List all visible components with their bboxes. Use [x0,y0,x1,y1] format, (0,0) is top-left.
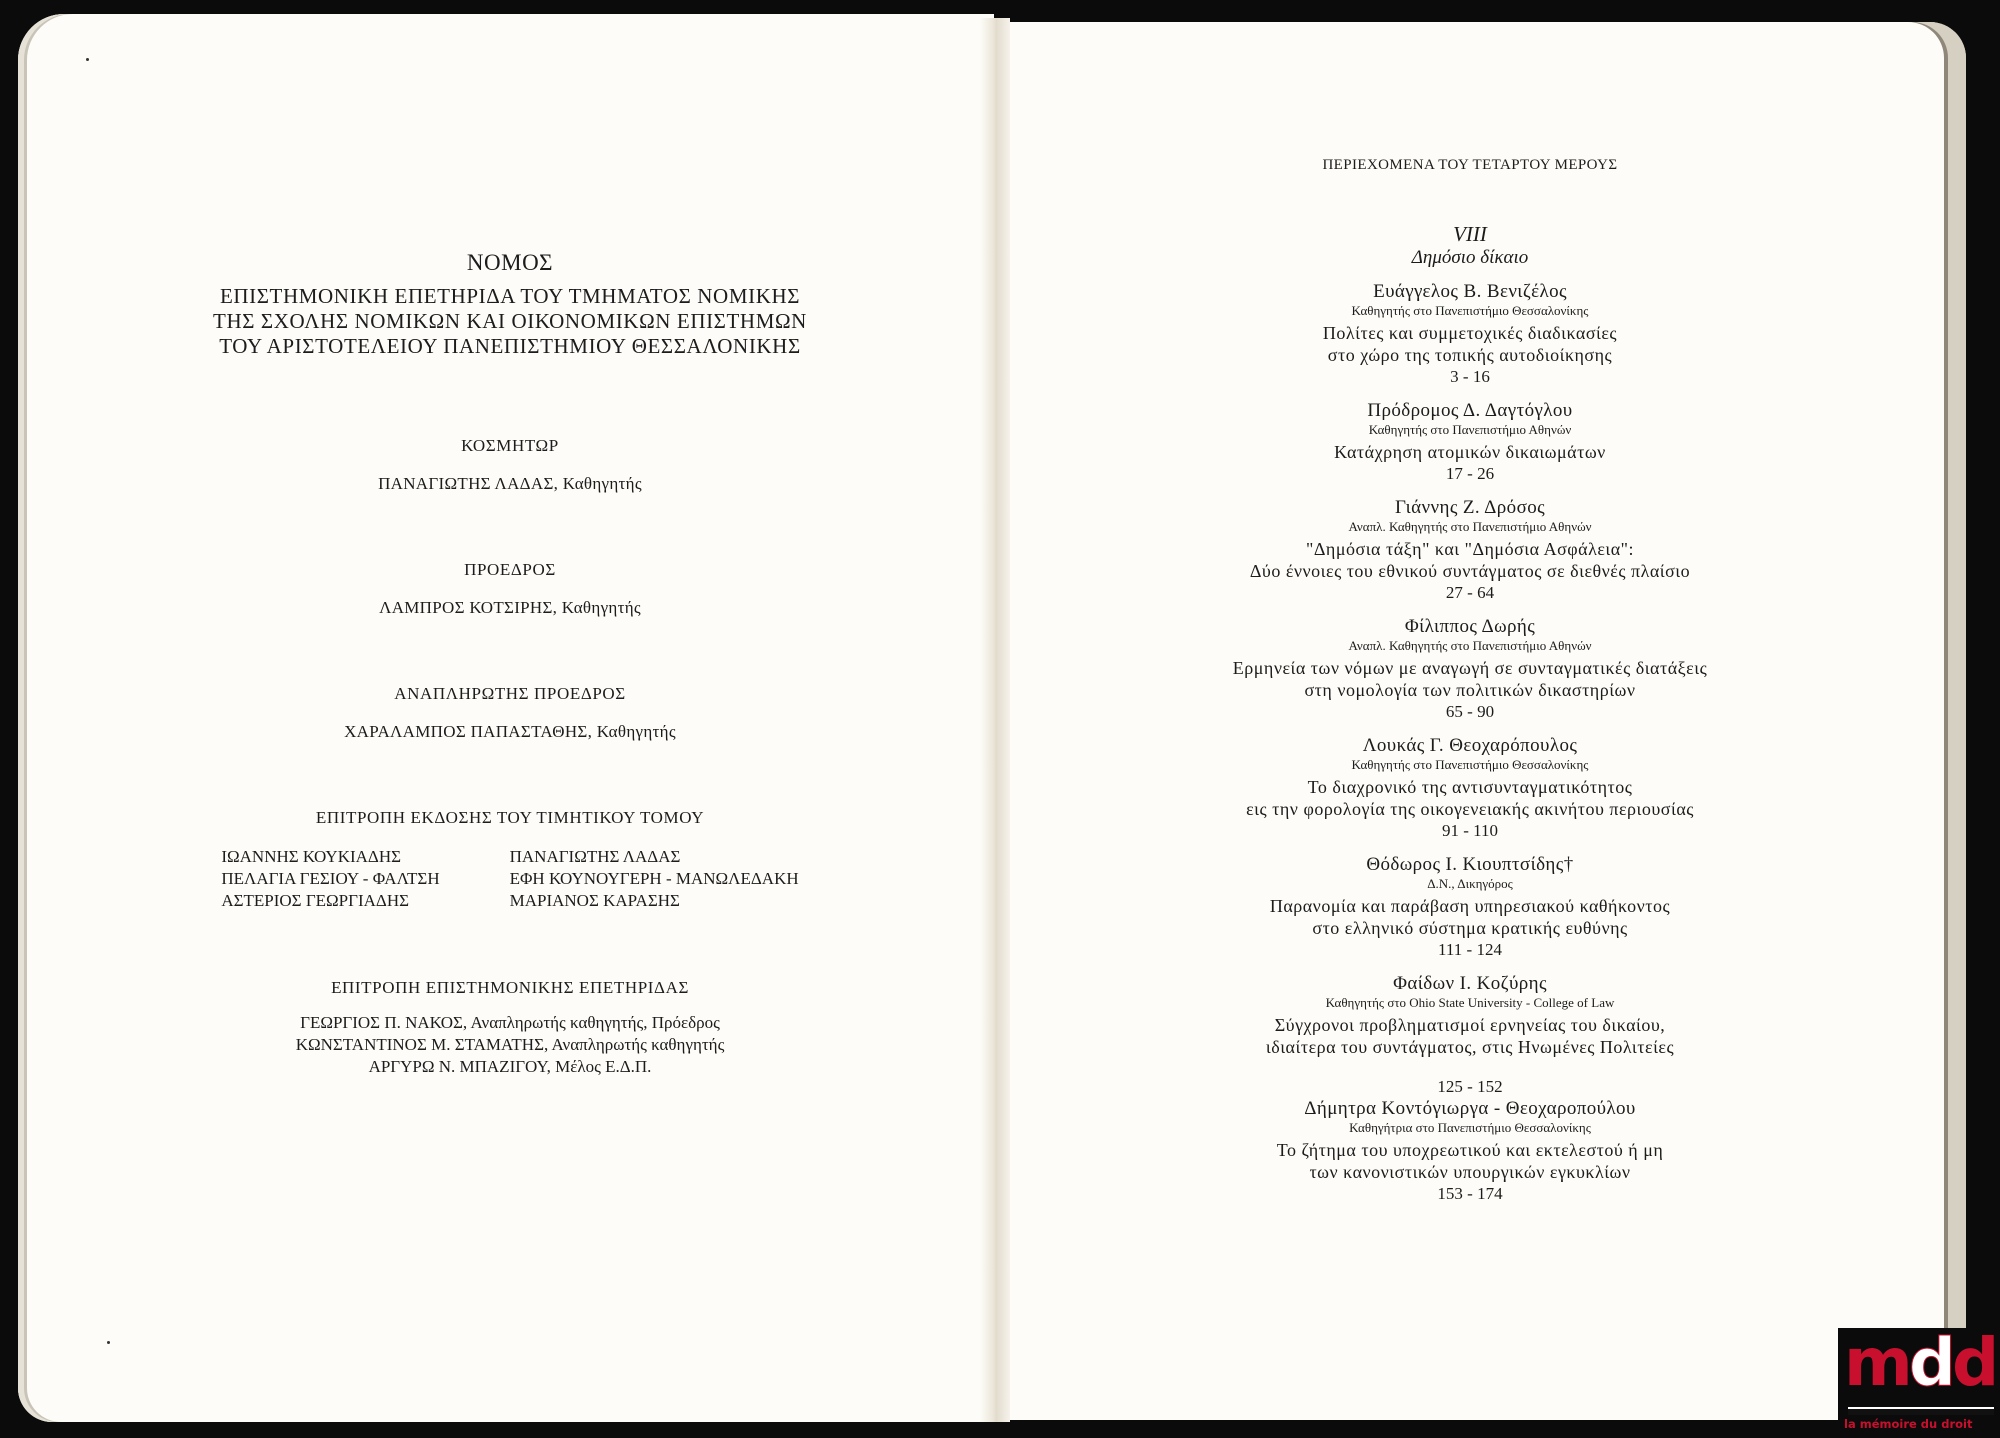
committee-column-right [510,846,799,912]
toc-title: ΠΕΡΙΕΧΟΜΕΝΑ ΤΟΥ ΤΕΤΑΡΤΟΥ ΜΕΡΟΥΣ [1322,157,1618,173]
toc-entry [1140,973,1800,1098]
part-name: Δημόσιο δίκαιο [1411,247,1529,268]
toc-entry [1140,735,1800,842]
entry-title-line: στη νομολογία των πολιτικών δικαστηρίων [1304,680,1636,700]
toc-entry [1140,1098,1800,1205]
mdd-logo-icon [1844,1324,1996,1401]
paper-speck [86,58,89,61]
entry-title-line: Κατάχρηση ατομικών δικαιωμάτων [1334,442,1606,462]
committee-member: ΠΕΛΑΓΙΑ ΓΕΣΙΟΥ - ΦΑΛΤΣΗ [221,869,440,888]
entry-title-line: στο χώρο της τοπικής αυτοδιοίκησης [1327,345,1613,365]
editorial-committee-heading: ΕΠΙΤΡΟΠΗ ΕΚΔΟΣΗΣ ΤΟΥ ΤΙΜΗΤΙΚΟΥ ΤΟΜΟΥ [315,808,705,827]
committee-member: ΕΦΗ ΚΟΥΝΟΥΓΕΡΗ - ΜΑΝΩΛΕΔΑΚΗ [509,869,799,888]
officer-role: ΚΟΣΜΗΤΩΡ [461,436,559,455]
officer-dean [160,436,860,494]
entry-title-line: Το διαχρονικό της αντισυνταγματικότητος [1307,777,1633,797]
paper-speck [107,1341,110,1344]
officer-name: ΠΑΝΑΓΙΩΤΗΣ ΛΑΔΑΣ, Καθηγητής [378,474,642,493]
logo-letter: d [1952,1324,1996,1401]
journal-title: ΝΟΜΟΣ [466,250,554,275]
entry-pages: 91 - 110 [1441,821,1499,840]
entry-affiliation: Αναπλ. Καθηγητής στο Πανεπιστήμιο Αθηνών [1348,519,1592,534]
journal-subtitle-line: ΕΠΙΣΤΗΜΟΝΙΚΗ ΕΠΕΤΗΡΙΔΑ ΤΟΥ ΤΜΗΜΑΤΟΣ ΝΟΜΙΚΗΣ [219,284,801,308]
entry-pages: 111 - 124 [1438,940,1502,959]
journal-subtitle-line: ΤΟΥ ΑΡΙΣΤΟΤΕΛΕΙΟΥ ΠΑΝΕΠΙΣΤΗΜΙΟΥ ΘΕΣΣΑΛΟΝΙΚΗΣ [219,334,801,358]
entry-author: Πρόδρομος Δ. Δαγτόγλου [1367,400,1573,421]
officer-vice-president [160,684,860,742]
entry-pages: 17 - 26 [1445,464,1495,483]
committee-member: ΚΩΝΣΤΑΝΤΙΝΟΣ Μ. ΣΤΑΜΑΤΗΣ, Αναπληρωτής καθηγητής [295,1035,725,1054]
entry-title-line: Πολίτες και συμμετοχικές διαδικασίες [1322,323,1618,343]
table-of-contents [1140,157,1800,1205]
committee-member: ΠΑΝΑΓΙΩΤΗΣ ΛΑΔΑΣ [509,847,681,866]
officer-role: ΑΝΑΠΛΗΡΩΤΗΣ ΠΡΟΕΔΡΟΣ [394,684,626,703]
entry-title-line: ιδιαίτερα του συντάγματος, στις Ηνωμένες Πολιτείες [1265,1037,1675,1057]
officer-name: ΛΑΜΠΡΟΣ ΚΟΤΣΙΡΗΣ, Καθηγητής [379,598,641,617]
entry-affiliation: Καθηγητής στο Πανεπιστήμιο Αθηνών [1368,422,1572,437]
toc-entry [1140,616,1800,723]
mdd-watermark-logo [1838,1324,2000,1438]
committee-member: ΑΣΤΕΡΙΟΣ ΓΕΩΡΓΙΑΔΗΣ [221,891,409,910]
officer-name: ΧΑΡΑΛΑΜΠΟΣ ΠΑΠΑΣΤΑΘΗΣ, Καθηγητής [344,722,676,741]
entry-author: Λουκάς Γ. Θεοχαρόπουλος [1362,735,1578,756]
entry-pages: 27 - 64 [1445,583,1495,602]
entry-author: Δήμητρα Κοντόγιωργα - Θεοχαροπούλου [1304,1098,1636,1119]
entry-title-line: εις την φορολογία της οικογενειακής ακινήτου περιουσίας [1246,799,1694,819]
logo-letter: m [1844,1324,1909,1401]
entry-affiliation: Καθηγητής στο Πανεπιστήμιο Θεσσαλονίκης [1351,303,1589,318]
logo-divider [1848,1407,1994,1415]
entry-pages: 153 - 174 [1437,1184,1503,1203]
entry-author: Θόδωρος Ι. Κιουπτσίδης† [1366,854,1574,875]
entry-affiliation: Καθηγήτρια στο Πανεπιστήμιο Θεσσαλονίκης [1349,1120,1591,1135]
toc-entry [1140,854,1800,961]
editorial-committee-members [160,846,860,912]
entry-title-line: των κανονιστικών υπουργικών εγκυκλίων [1309,1162,1631,1182]
entry-title-line: Ερμηνεία των νόμων με αναγωγή σε συνταγματικές διατάξεις [1232,658,1708,678]
entry-affiliation: Καθηγητής στο Ohio State University - College of Law [1325,995,1615,1010]
committee-member: ΓΕΩΡΓΙΟΣ Π. ΝΑΚΟΣ, Αναπληρωτής καθηγητής, Πρόεδρος [300,1013,720,1032]
entry-author: Γιάννης Ζ. Δρόσος [1394,497,1546,518]
entry-title-line: Το ζήτημα του υποχρεωτικού και εκτελεστού ή μη [1276,1140,1664,1160]
entry-title-line: "Δημόσια τάξη" και "Δημόσια Ασφάλεια": [1306,539,1634,559]
journal-subtitle-line: ΤΗΣ ΣΧΟΛΗΣ ΝΟΜΙΚΩΝ ΚΑΙ ΟΙΚΟΝΟΜΙΚΩΝ ΕΠΙΣΤΗΜΩΝ [213,309,807,333]
toc-entry [1140,281,1800,388]
entry-author: Φίλιππος Δωρής [1404,616,1536,637]
logo-tagline: la mémoire du droit [1844,1417,1973,1431]
editorial-committee [160,808,860,912]
entry-author: Ευάγγελος Β. Βενιζέλος [1373,281,1567,302]
entry-title-line: στο ελληνικό σύστημα κρατικής ευθύνης [1312,918,1628,938]
entry-pages: 125 - 152 [1437,1077,1503,1096]
entry-title-line: Παρανομία και παράβαση υπηρεσιακού καθήκοντος [1269,896,1671,916]
committee-column-left [221,846,439,912]
entry-title-line: Δύο έννοιες του εθνικού συντάγματος σε διεθνές πλαίσιο [1249,561,1691,581]
logo-letter: d [1908,1324,1953,1401]
journal-masthead [160,250,860,359]
toc-entry [1140,400,1800,485]
officer-president [160,560,860,618]
entry-pages: 65 - 90 [1445,702,1495,721]
scientific-committee [160,978,860,1078]
scientific-committee-heading: ΕΠΙΤΡΟΠΗ ΕΠΙΣΤΗΜΟΝΙΚΗΣ ΕΠΕΤΗΡΙΔΑΣ [331,978,689,997]
committee-member: ΜΑΡΙΑΝΟΣ ΚΑΡΑΣΗΣ [509,891,680,910]
entry-title-line: Σύγχρονοι προβληματισμοί ερνηνείας του δικαίου, [1274,1015,1666,1035]
officer-role: ΠΡΟΕΔΡΟΣ [464,560,556,579]
committee-member: ΙΩΑΝΝΗΣ ΚΟΥΚΙΑΔΗΣ [221,847,402,866]
book-gutter [980,18,1010,1422]
entry-affiliation: Αναπλ. Καθηγητής στο Πανεπιστήμιο Αθηνών [1348,638,1592,653]
entry-affiliation: Καθηγητής στο Πανεπιστήμιο Θεσσαλονίκης [1351,757,1589,772]
entry-author: Φαίδων Ι. Κοζύρης [1393,973,1547,994]
toc-entry [1140,497,1800,604]
committee-member: ΑΡΓΥΡΩ Ν. ΜΠΑΖΙΓΟΥ, Μέλος Ε.Δ.Π. [368,1057,652,1076]
entry-affiliation: Δ.Ν., Δικηγόρος [1427,876,1513,891]
part-number: VIII [1453,222,1487,246]
entry-pages: 3 - 16 [1450,367,1490,386]
